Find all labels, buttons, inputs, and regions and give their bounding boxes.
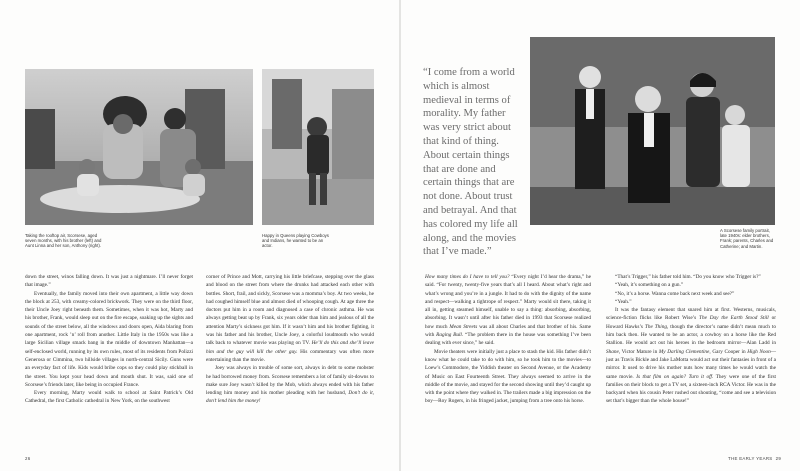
italic-run: The Day the Earth Stood Still: [699, 315, 769, 322]
paragraph: down the street, winos falling down. It was just a nightmare. I’ll never forget that image.”: [25, 274, 193, 289]
paragraph: [606, 306, 776, 406]
italic-run: My Darling Clementine: [658, 348, 710, 355]
text-run: , though the director’s name didn’t mean much to him back then. He wanted to be an actor, a cowboy on a horse like the Red Stallion. He would act out his heroes in the bedroom mirror—Alan Ladd in: [606, 323, 776, 347]
text-run: corner of Prince and Mott, carrying his little briefcase, stepping over the glass and blood on the street from where the drunks had attacked each other with bottles. Short, frail, and sickly, Scorsese was a momma’s boy. At two weeks, he had coughed himself blue and almost died of whooping cough. At age three the doctors put him in a room and diagnosed a case of chronic asthma. He was always getting beat up by Frank, six years older than him and jealous of all the attention Marty’s sickness got him. If it wasn’t him and his brother fighting, it was his father and his brother, Uncle Joey, a colorful loudmouth who would talk back to whatever movie was playing on TV.: [206, 274, 374, 347]
text-run: , Victor Mature in: [618, 348, 659, 355]
text-run: . “The problem there in the house was something I’ve been dealing with ever since,” he said.: [425, 332, 591, 347]
pull-quote: “I come from a world which is almost medieval in terms of morality. My father was very strict about that kind of thing. About certain things that are done and certain things that are not done. About trust and betrayal. And that has colored my life all along, and the movies that I’ve made.”: [423, 67, 518, 258]
paragraph: [206, 364, 374, 405]
text-run: or Howard Hawks’s: [606, 315, 777, 330]
rooftop-photo-caption: Taking the rooftop air, Scorsese, aged seven months, with his brother (left) and Aunt Linna and her son, Anthony (right).: [25, 233, 102, 249]
italic-run: Mean Streets: [449, 323, 478, 330]
paragraph: [425, 273, 591, 348]
paragraph: Movie theaters were initially just a place to stash the kid. His father didn’t know what he could take to do with him, so he took him to the movies—to Loew’s Commodore, the Yiddish theater on Second Avenue, or the Academy of Music on East Fourteenth Street. They always seemed to arrive in the middle of the movie, and stayed for the second showing until they’d caught up with the point where they walked in. The trailers made a big impression on the boy—Roy Rogers, in his fringed jacket, jumping from a tree onto his horse.: [425, 348, 591, 405]
paragraph: “No, it’s a horse. Wanna come back next week and see?”: [615, 290, 735, 297]
italic-run: Raging Bull: [436, 332, 462, 339]
paragraph: “Yeah.”: [615, 298, 632, 305]
family-portrait-caption: A Scorsese family portrait, late 1940s: elder brothers, Frank; parents, Charles and Catherine; and Martin.: [720, 228, 774, 249]
italic-run: High Noon: [747, 348, 771, 355]
paragraph: “That’s Trigger,” his father told him. “Do you know who Trigger is?”: [615, 274, 761, 280]
italic-run: The Thing: [644, 323, 668, 330]
text-run: —just as Travis Bickle and Jake LaMotta would act out their fantasies in front of a mirror. It used to drive his mother nuts how many times he would watch the same movie.: [606, 348, 776, 380]
italic-run: Is that film on again? Turn it off.: [636, 373, 714, 380]
text-column-4: [606, 273, 776, 406]
family-portrait-photo: [530, 37, 775, 225]
paragraph: Eventually, the family moved into their own apartment, a little way down the block at 253, with creamy-colored brickwork. They were on the third floor, their Uncle Joey right beneath them. Sometimes, when it was hot, Marty and his brother, Frank, would sleep out on the fire escape, soaking up the sights and sounds of the street below, all the windows and doors open, Aida blaring from one apartment, rock ’n’ roll from another. Little Italy in the 1950s was like a large Sicilian village smack bang in the middle of downtown Manhattan—a self-enclosed world, running by its own rules, most of its residents from Polizzi Generosa or Cimmina, two hillside villages in north-central Sicily. Guns were an everyday fact of life. Kids would bribe cops so they could play stickball in the street. You kept your head down and mouth shut. It was, said one of Scorsese’s friends later, like being in occupied France.: [25, 290, 193, 388]
italic-run: Shane: [606, 348, 619, 355]
text-run: His commentary was often more entertaining than the movie.: [206, 348, 374, 363]
italic-run: He’ll do this and she’ll leave him and the guy will kill the other guy.: [206, 340, 374, 355]
paragraph: [206, 273, 374, 364]
section-title: THE EARLY YEARS: [728, 456, 773, 461]
text-column-1: [25, 273, 193, 406]
text-run: It was the fantasy element that snared him at first. Westerns, musicals, science-fiction flicks like Robert Wise’s: [606, 307, 776, 322]
right-page-number: 29: [775, 456, 782, 461]
italic-run: How many times do I have to tell you?: [425, 274, 510, 280]
text-run: They were one of the first families on their block to get a TV set, a sixteen-inch RCA Victor. He was in the backyard when his cousin Peter rushed out shouting, “come and see a television set that’s bigger than the whole house!”: [606, 373, 777, 405]
text-column-2: [206, 273, 374, 406]
paragraph: “Yeah, it’s something on a gun.”: [615, 282, 684, 289]
cowboy-boy-photo: [262, 69, 374, 225]
text-run: was all about Charles and that brother of his. Same with: [425, 323, 591, 339]
paragraph: Every morning, Marty would walk to school at Saint Patrick’s Old Cathedral, the first Catholic cathedral in New York, on the southwest: [25, 390, 193, 405]
italic-run: Don’t do it, don’t lend him the money!: [206, 390, 374, 405]
text-run: “Every night I’d hear the drama,” he said. “For twenty, twenty-five years that’s all I heard. About what’s right and what’s wrong and you’re in a jungle. It had to do with the dignity of the name and respect—walking a tightrope of respect.” Marty would sit there, taking it all in, getting steamed himself, unable to say a thing: absorbing, absorbing, absorbing. It wasn’t until after his father died in 1993 that Scorsese realized how much: [425, 274, 591, 330]
right-running-head: [728, 456, 781, 461]
text-run: Joey was always in trouble of some sort, always in debt to some mobster he had borrowed money from. Scorsese remembers a lot of family sit-downs to make sure Joey wasn’t killed by the Mob, which always ended with his father lending him money and his mother pleading with her husband,: [206, 365, 374, 397]
text-run: , Gary Cooper in: [709, 348, 748, 355]
text-column-3: [425, 273, 591, 406]
left-page-number: 26: [25, 456, 31, 461]
cowboy-photo-caption: Happy in Queens playing Cowboys and Indians, he wanted to be an actor.: [262, 233, 329, 249]
rooftop-family-photo: [25, 69, 253, 225]
